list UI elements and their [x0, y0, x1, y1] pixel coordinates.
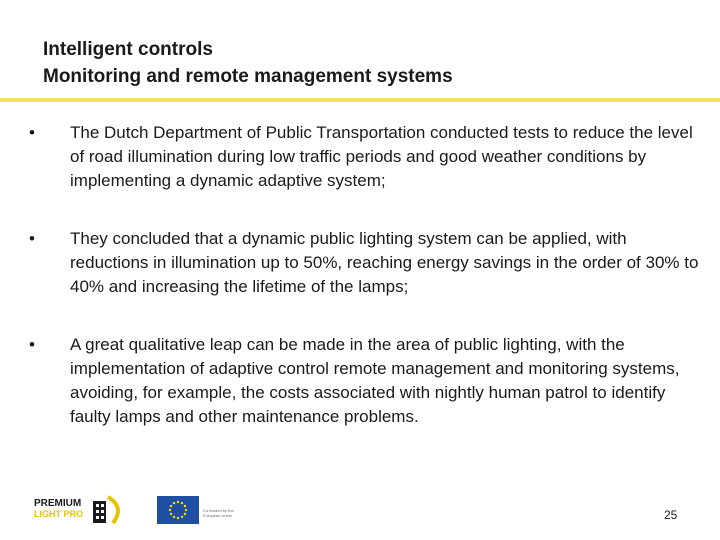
premium-light-pro-logo: [33, 493, 125, 525]
eu-star: [184, 513, 186, 515]
eu-star: [177, 517, 179, 519]
title-line-1: Intelligent controls: [43, 39, 213, 60]
title-divider: [0, 98, 720, 102]
building-icon: [93, 497, 118, 523]
slide-title: [43, 36, 453, 90]
eu-star: [173, 516, 175, 518]
eu-flag-icon: [157, 496, 199, 524]
eu-star: [181, 516, 183, 518]
eu-caption: Co-funded by the European Union: [203, 508, 234, 518]
bullet-item: [29, 121, 699, 193]
eu-star: [173, 502, 175, 504]
eu-star: [181, 502, 183, 504]
page-number: 25: [664, 508, 678, 522]
bullet-item: [29, 227, 699, 299]
bullet-item: [29, 333, 699, 429]
logo-word-premium: PREMIUM: [34, 498, 82, 509]
title-line-2: Monitoring and remote management systems: [43, 66, 453, 87]
eu-star: [169, 509, 171, 511]
logo-word-light-pro: LIGHT PRO: [34, 509, 83, 519]
eu-star: [184, 505, 186, 507]
bullet-list: [29, 121, 699, 429]
bullet-text: The Dutch Department of Public Transportation conducted tests to reduce the level of road illumination during low traffic periods and good weather conditions by implementing a dynamic adaptive system;: [70, 123, 693, 190]
eu-star: [177, 501, 179, 503]
bullet-dot: •: [29, 123, 35, 142]
eu-star: [185, 509, 187, 511]
bullet-dot: •: [29, 335, 35, 354]
eu-star: [170, 505, 172, 507]
bullet-text: They concluded that a dynamic public lighting system can be applied, with reductions in illumination up to 50%, reaching energy savings in the order of 30% to 40% and increasing the lifetime of the lamps;: [70, 229, 699, 296]
eu-star: [170, 513, 172, 515]
bullet-dot: •: [29, 229, 35, 248]
bullet-text: A great qualitative leap can be made in the area of public lighting, with the implementation of adaptive control remote management and monitoring systems, avoiding, for example, the costs associated with nightly human patrol to identify faulty lamps and other maintenance problems.: [70, 335, 680, 426]
